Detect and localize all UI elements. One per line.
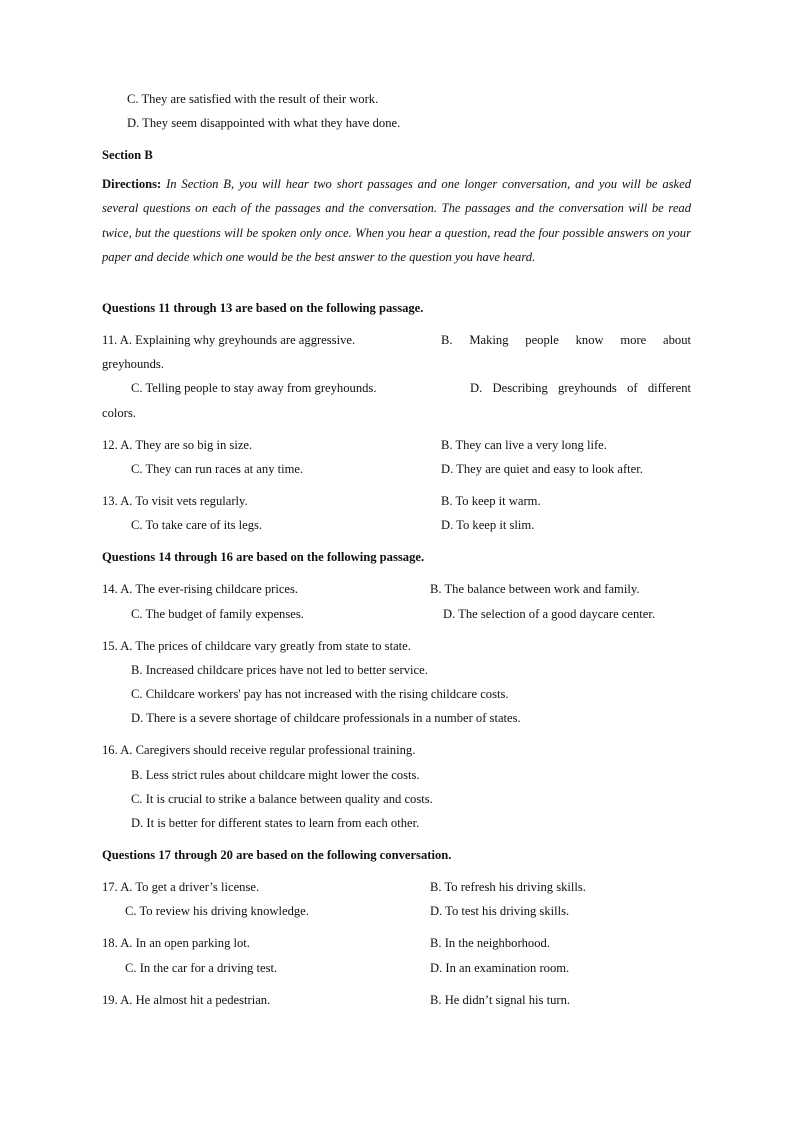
q13-option-d: D. To keep it slim.	[441, 518, 535, 532]
section-title: Section B	[102, 148, 153, 162]
directions-text: In Section B, you will hear two short passages and one longer conversation, and you will be asked several questions on each of the passages and the conversation. The passages and the conversation will be read twice, but the questions will be spoken only once. When you hear a question, read the four possible answers on your paper and decide which one would be the best answer to the question you have heard.	[102, 177, 691, 264]
q14-option-a: 14. A. The ever-rising childcare prices.	[102, 582, 299, 596]
option-c: C. They are satisfied with the result of their work.	[127, 92, 379, 106]
q12-option-a: 12. A. They are so big in size.	[102, 438, 253, 452]
q11-option-c: C. Telling people to stay away from greyhounds.	[131, 381, 377, 395]
q19-option-a: 19. A. He almost hit a pedestrian.	[102, 993, 271, 1007]
q18-option-c: C. In the car for a driving test.	[125, 961, 278, 975]
q11-option-b: B. Making people know more about	[441, 333, 691, 347]
option-d: D. They seem disappointed with what they have done.	[127, 116, 401, 130]
q18-option-a: 18. A. In an open parking lot.	[102, 936, 250, 950]
q15-option-d: D. There is a severe shortage of childcare professionals in a number of states.	[131, 711, 521, 725]
q16-option-a: 16. A. Caregivers should receive regular professional training.	[102, 743, 416, 757]
q11-option-d-cont: colors.	[102, 406, 136, 420]
q16-option-b: B. Less strict rules about childcare might lower the costs.	[131, 768, 420, 782]
q14-option-d: D. The selection of a good daycare center.	[443, 607, 656, 621]
q11-option-d: D. Describing greyhounds of different	[470, 381, 691, 395]
q16-option-c: C. It is crucial to strike a balance between quality and costs.	[131, 792, 433, 806]
directions	[102, 172, 691, 269]
q13-option-a: 13. A. To visit vets regularly.	[102, 494, 248, 508]
q11-option-b-cont: greyhounds.	[102, 357, 164, 371]
q19-option-b: B. He didn’t signal his turn.	[430, 993, 571, 1007]
group-heading-17-20: Questions 17 through 20 are based on the following conversation.	[102, 848, 452, 862]
q13-option-c: C. To take care of its legs.	[131, 518, 263, 532]
q12-option-d: D. They are quiet and easy to look after.	[441, 462, 643, 476]
q14-option-b: B. The balance between work and family.	[430, 582, 640, 596]
q17-option-d: D. To test his driving skills.	[430, 904, 570, 918]
q13-option-b: B. To keep it warm.	[441, 494, 541, 508]
group-heading-14-16: Questions 14 through 16 are based on the following passage.	[102, 550, 425, 564]
q17-option-a: 17. A. To get a driver’s license.	[102, 880, 260, 894]
q15-option-b: B. Increased childcare prices have not led to better service.	[131, 663, 428, 677]
q11-option-a: 11. A. Explaining why greyhounds are aggressive.	[102, 333, 356, 347]
q12-option-c: C. They can run races at any time.	[131, 462, 304, 476]
q15-option-c: C. Childcare workers' pay has not increased with the rising childcare costs.	[131, 687, 509, 701]
group-heading-11-13: Questions 11 through 13 are based on the following passage.	[102, 301, 424, 315]
directions-label: Directions:	[102, 177, 162, 191]
q17-option-b: B. To refresh his driving skills.	[430, 880, 586, 894]
q17-option-c: C. To review his driving knowledge.	[125, 904, 309, 918]
q16-option-d: D. It is better for different states to learn from each other.	[131, 816, 420, 830]
q14-option-c: C. The budget of family expenses.	[131, 607, 304, 621]
q12-option-b: B. They can live a very long life.	[441, 438, 607, 452]
q15-option-a: 15. A. The prices of childcare vary greatly from state to state.	[102, 639, 411, 653]
q18-option-b: B. In the neighborhood.	[430, 936, 550, 950]
q18-option-d: D. In an examination room.	[430, 961, 570, 975]
